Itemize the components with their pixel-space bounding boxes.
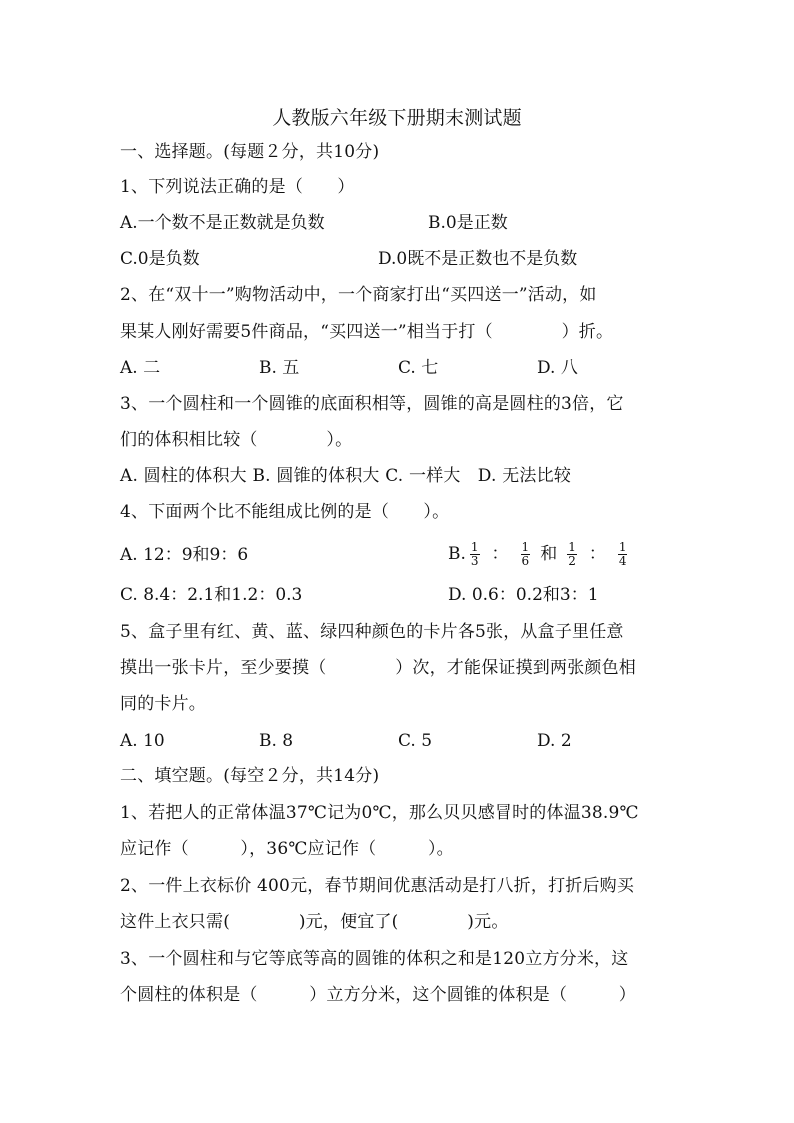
question-1-stem: 1、下列说法正确的是（ ） <box>120 177 355 197</box>
fraction-denominator: 4 <box>618 553 627 568</box>
q1-option-b: B.0是正数 <box>428 213 508 233</box>
question-2-line1: 2、在“双十一”购物活动中，一个商家打出“买四送一”活动，如 <box>120 285 597 305</box>
question-5-line1: 5、盒子里有红、黄、蓝、绿四种颜色的卡片各5张，从盒子里任意 <box>120 622 624 642</box>
fill-question-3-line1: 3、一个圆柱和与它等底等高的圆锥的体积之和是120立方分米，这 <box>120 949 629 969</box>
question-3-line2: 们的体积相比较（ ）。 <box>120 430 353 450</box>
q4-option-d: D. 0.6：0.2和3：1 <box>448 585 599 605</box>
question-5-line2: 摸出一张卡片，至少要摸（ ）次，才能保证摸到两张颜色相 <box>120 658 636 678</box>
fraction-numerator: 1 <box>521 539 530 554</box>
ratio-colon: ： <box>588 544 606 564</box>
section1-heading: 一、选择题。(每题２分，共10分) <box>120 142 380 162</box>
q4-b-fraction-1 <box>470 541 480 568</box>
question-4-stem: 4、下面两个比不能组成比例的是（ ）。 <box>120 502 450 522</box>
fill-question-1-line1: 1、若把人的正常体温37℃记为0℃，那么贝贝感冒时的体温38.9℃ <box>120 803 639 823</box>
fill-question-3-line2: 个圆柱的体积是（ ）立方分米，这个圆锥的体积是（ ） <box>120 985 636 1005</box>
fraction-denominator: 3 <box>470 553 479 568</box>
q4-b-fraction-2 <box>521 541 531 568</box>
fraction-numerator: 1 <box>618 539 627 554</box>
q4-option-c: C. 8.4：2.1和1.2：0.3 <box>120 585 303 605</box>
q5-option-d: D. 2 <box>537 731 572 751</box>
q4-option-b <box>448 535 631 573</box>
page-title: 人教版六年级下册期末测试题 <box>272 107 522 129</box>
fill-question-2-line1: 2、一件上衣标价 400元，春节期间优惠活动是打八折，打折后购买 <box>120 876 635 896</box>
q4-b-fraction-3 <box>567 541 577 568</box>
question-3-line1: 3、一个圆柱和一个圆锥的底面积相等，圆锥的高是圆柱的3倍，它 <box>120 394 624 414</box>
fill-question-2-line2: 这件上衣只需( )元，便宜了( )元。 <box>120 912 509 932</box>
q4-option-a: A. 12：9和9：6 <box>120 545 249 565</box>
q2-option-d: D. 八 <box>537 358 578 378</box>
fraction-numerator: 1 <box>568 539 576 554</box>
section2-heading: 二、填空题。(每空２分，共14分) <box>120 766 380 786</box>
fraction-denominator: 6 <box>521 553 530 568</box>
q1-option-d: D.0既不是正数也不是负数 <box>378 249 578 269</box>
and-word: 和 <box>540 544 558 564</box>
q5-option-c: C. 5 <box>398 731 433 751</box>
q2-option-c: C. 七 <box>398 358 439 378</box>
q5-option-a: A. 10 <box>120 731 165 751</box>
fill-question-1-line2: 应记作（ ），36℃应记作（ ）。 <box>120 839 454 859</box>
question-2-line2: 果某人刚好需要5件商品，“买四送一”相当于打（ ）折。 <box>120 322 614 342</box>
q1-option-c: C.0是负数 <box>120 249 200 269</box>
q5-option-b: B. 8 <box>259 731 294 751</box>
q2-option-a: A. 二 <box>120 358 161 378</box>
q4-b-fraction-4 <box>618 541 628 568</box>
q4-b-prefix: B. <box>448 544 466 564</box>
q3-options: A. 圆柱的体积大 B. 圆锥的体积大 C. 一样大 D. 无法比较 <box>120 466 572 486</box>
fraction-denominator: 2 <box>568 553 576 568</box>
question-5-line3: 同的卡片。 <box>120 694 206 714</box>
q1-option-a: A.一个数不是正数就是负数 <box>120 213 325 233</box>
fraction-numerator: 1 <box>470 539 479 554</box>
ratio-colon: ： <box>491 544 509 564</box>
q2-option-b: B. 五 <box>259 358 300 378</box>
